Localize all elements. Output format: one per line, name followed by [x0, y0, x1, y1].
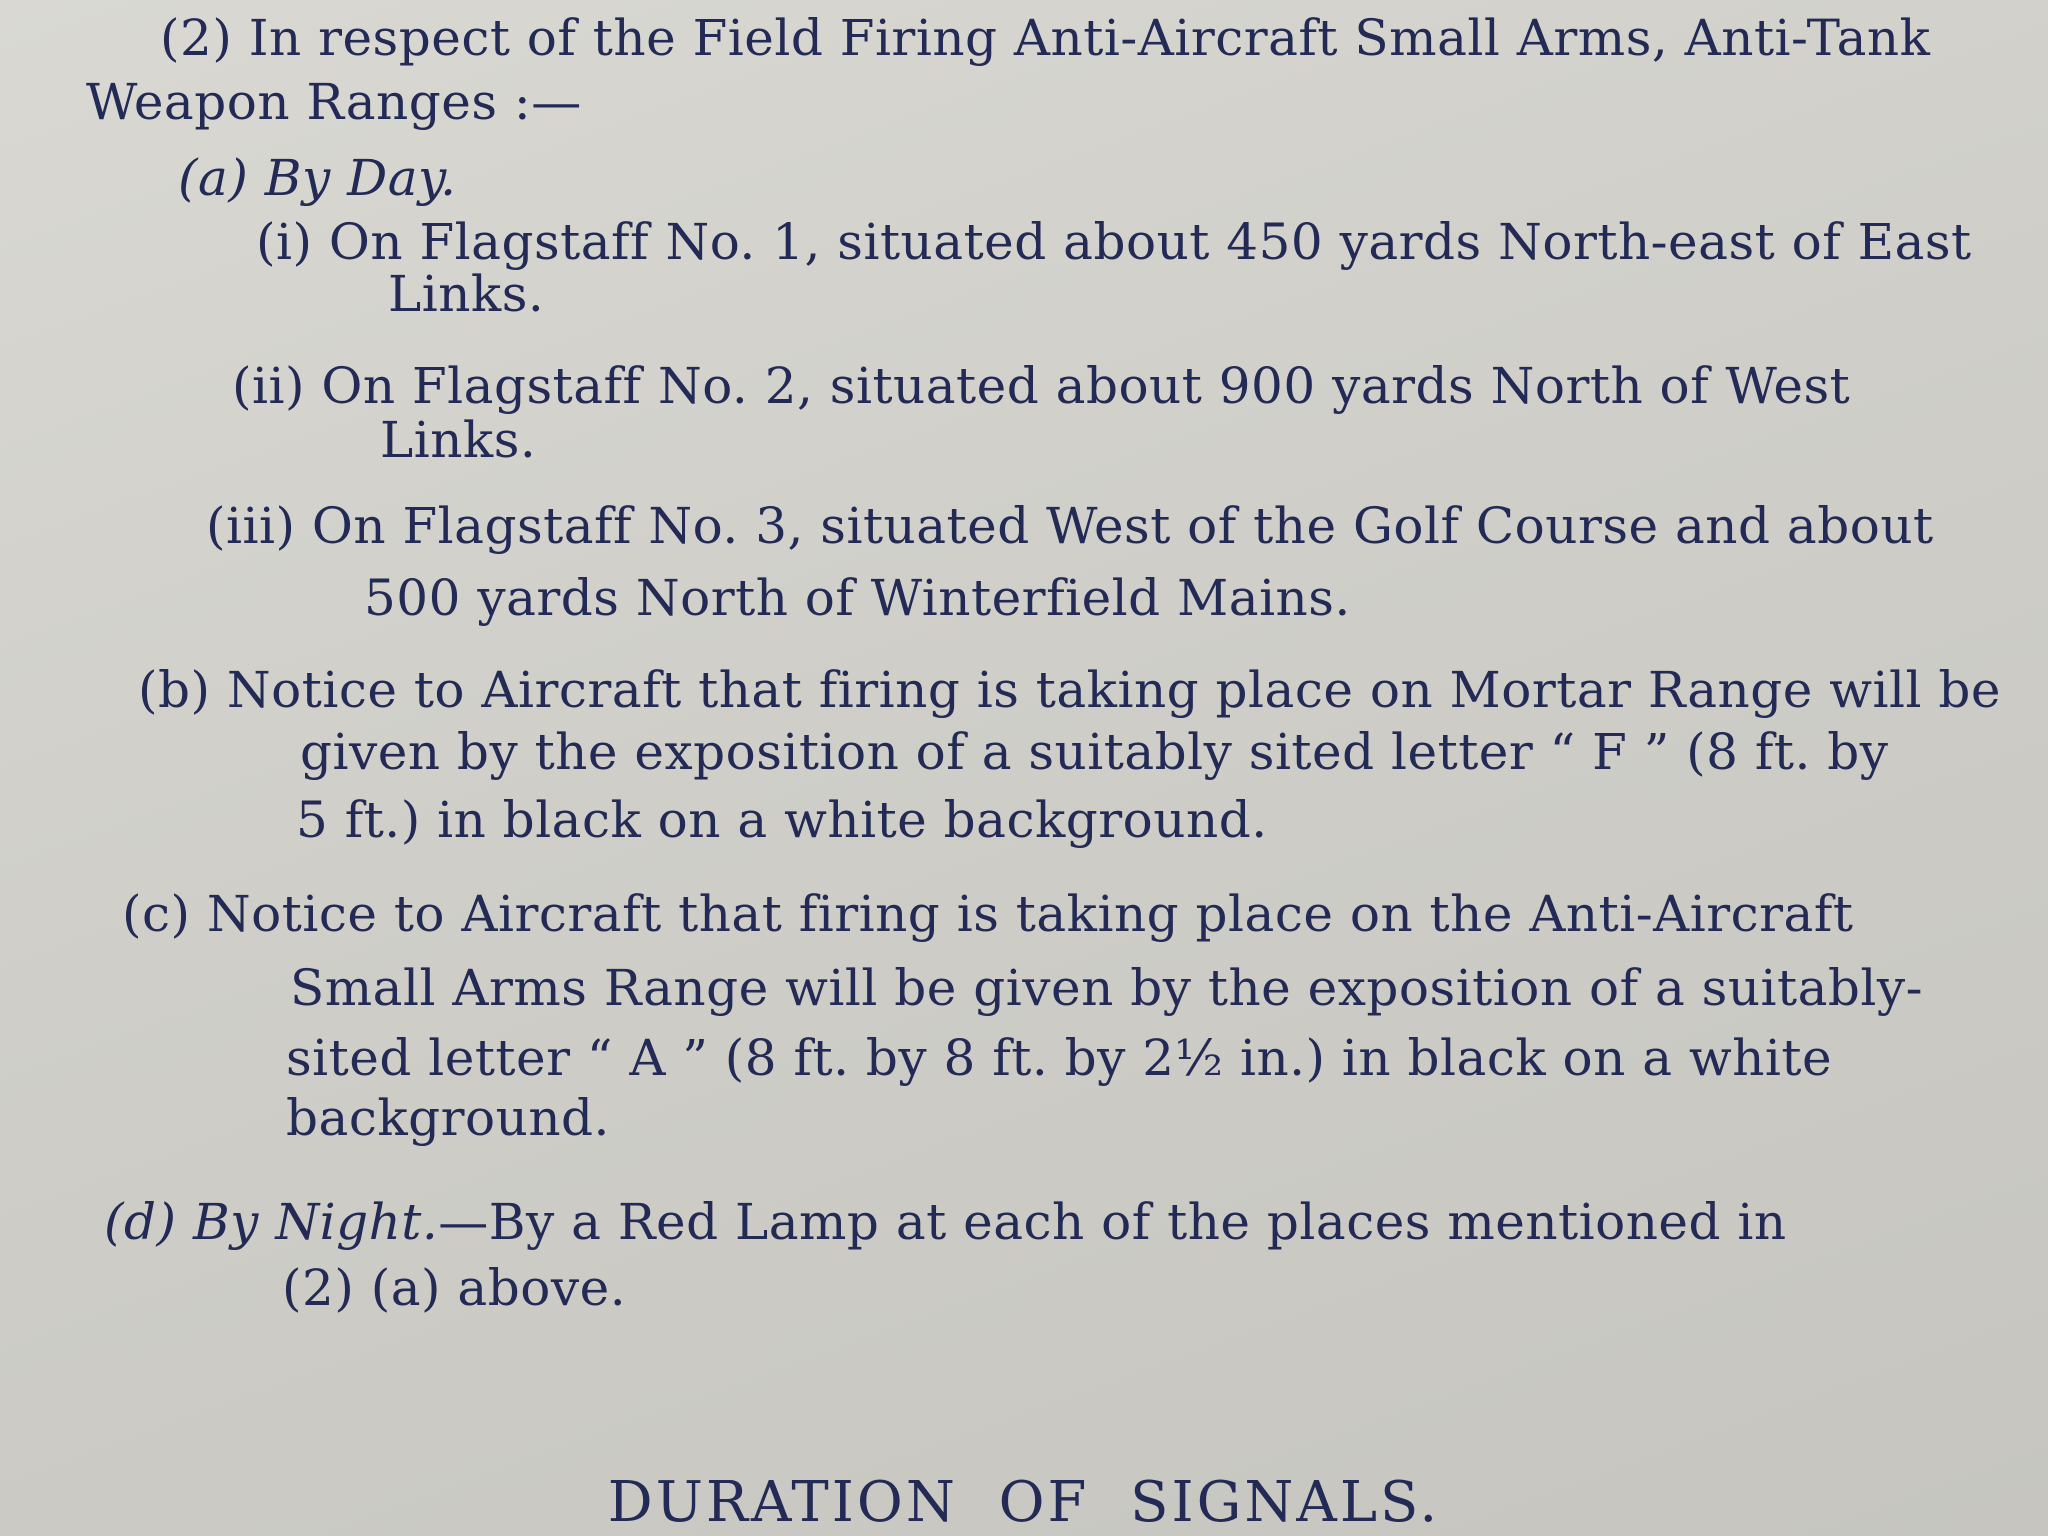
item-a-iii-line-1: (iii) On Flagstaff No. 3, situated West of the Golf Course and about	[206, 497, 1934, 555]
item-a-ii-line-1: (ii) On Flagstaff No. 2, situated about 900 yards North of West	[232, 357, 1851, 415]
item-a-title: By Day.	[264, 149, 457, 207]
item-c-line-2: Small Arms Range will be given by the exposition of a suitably-	[290, 959, 1924, 1017]
section-2-intro-line-1: (2) In respect of the Field Firing Anti-Aircraft Small Arms, Anti-Tank	[160, 9, 1931, 67]
item-c-line-3: sited letter “ A ” (8 ft. by 8 ft. by 2½ in.) in black on a white	[286, 1029, 1833, 1087]
section-2-intro-line-2: Weapon Ranges :—	[86, 73, 582, 131]
item-d-line-1-rest: —By a Red Lamp at each of the places mentioned in	[438, 1193, 1787, 1251]
item-b-line-1: (b) Notice to Aircraft that firing is taking place on Mortar Range will be	[138, 661, 2002, 719]
item-c-line-4: background.	[286, 1089, 610, 1147]
section-heading: DURATION OF SIGNALS.	[607, 1470, 1441, 1535]
item-d-label: (d)	[104, 1193, 177, 1251]
item-d-line-2: (2) (a) above.	[282, 1259, 627, 1317]
item-a-ii-line-2: Links.	[380, 411, 537, 469]
item-a-label: (a)	[178, 149, 249, 207]
item-b-line-2: given by the exposition of a suitably sited letter “ F ” (8 ft. by	[300, 723, 1889, 781]
item-d-title: By Night.	[192, 1193, 439, 1251]
item-a-i-line-2: Links.	[388, 265, 545, 323]
item-d-line-1	[104, 1192, 1972, 1252]
item-b-line-3: 5 ft.) in black on a white background.	[296, 791, 1268, 849]
item-a-heading	[178, 148, 2048, 208]
item-c-line-1: (c) Notice to Aircraft that firing is taking place on the Anti-Aircraft	[122, 885, 1854, 943]
item-a-iii-line-2: 500 yards North of Winterfield Mains.	[364, 569, 1351, 627]
item-a-i-line-1: (i) On Flagstaff No. 1, situated about 450 yards North-east of East	[256, 213, 1972, 271]
